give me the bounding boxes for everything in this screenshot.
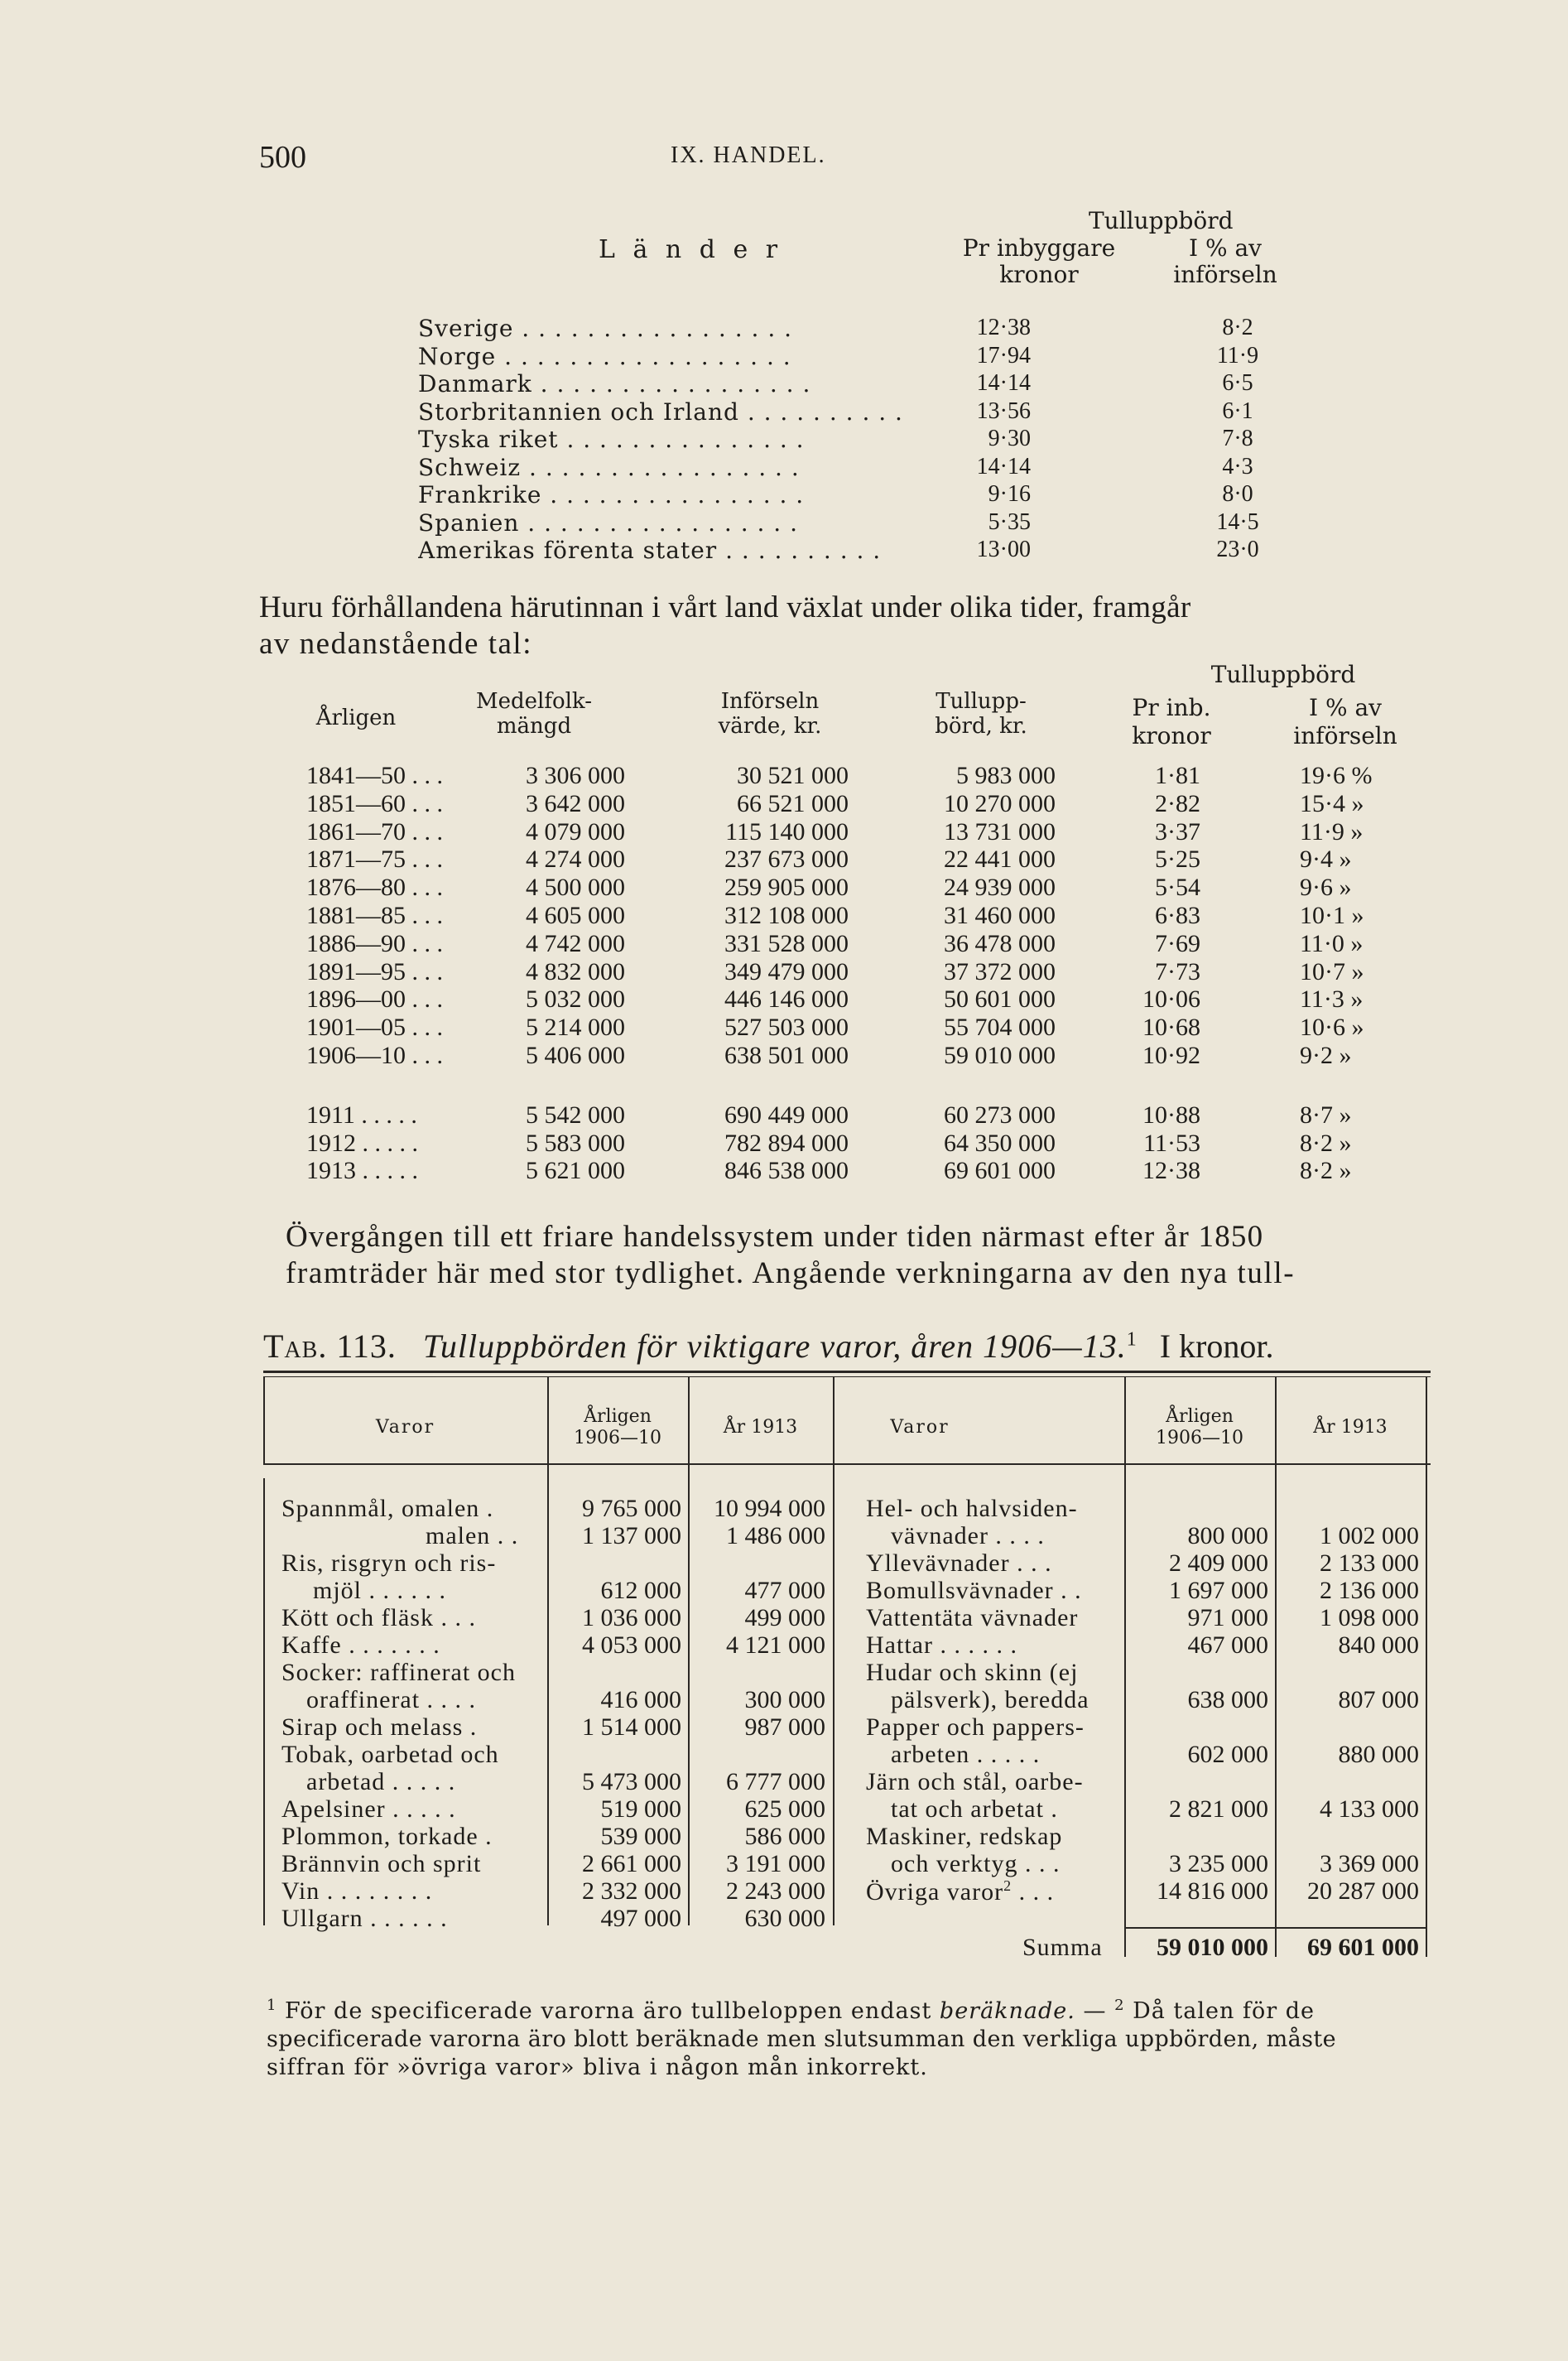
header-varor-left: Varor <box>375 1417 435 1438</box>
left-line: Socker: raffinerat och <box>281 1659 516 1686</box>
paragraph-transition-line1: Övergången till ett friare handelssystem under tiden närmast efter år 1850 <box>286 1220 1264 1254</box>
import-value: 259 905 000 <box>724 874 849 902</box>
right-arligen-value: 971 000 <box>1187 1604 1268 1631</box>
right-line: och verktyg . . . <box>891 1850 1061 1877</box>
country-name: Spanien . . . . . . . . . . . . . . . . . <box>418 508 799 537</box>
right-line: Hattar . . . . . . <box>866 1631 1017 1659</box>
header-arligen-left <box>547 1406 688 1449</box>
right-1913-value: 3 369 000 <box>1320 1850 1419 1877</box>
population: 3 306 000 <box>526 762 625 789</box>
right-arligen-value: 2 409 000 <box>1169 1549 1268 1577</box>
left-arligen-value: 2 332 000 <box>582 1877 681 1905</box>
right-arligen-value: 3 235 000 <box>1169 1850 1268 1877</box>
population: 3 642 000 <box>526 789 625 817</box>
left-1913-value: 586 000 <box>744 1823 825 1850</box>
import-value: 638 501 000 <box>724 1042 849 1069</box>
right-line: Bomullsvävnader . . <box>866 1577 1082 1604</box>
paragraph-transition-line2: framträder här med stor tydlighet. Angående verkningarna av den nya tull- <box>286 1256 1296 1290</box>
period: 1861—70 . . . <box>306 817 443 846</box>
percent-of-import: 9·2 » <box>1300 1042 1352 1069</box>
right-line: vävnader . . . . <box>891 1522 1045 1549</box>
tariff-revenue: 5 983 000 <box>956 762 1056 789</box>
import-value: 349 479 000 <box>724 957 849 985</box>
left-1913-value: 987 000 <box>744 1713 825 1741</box>
left-1913-value: 2 243 000 <box>726 1877 825 1905</box>
historical-row <box>306 902 1416 930</box>
col-pct-line2: införseln <box>1173 261 1277 288</box>
percent-of-import: 19·6 % <box>1300 762 1373 789</box>
tab113-title-text: Tulluppbörden för viktigare varor, åren 1906—13. <box>422 1327 1127 1365</box>
import-value: 527 503 000 <box>724 1014 849 1042</box>
left-1913-value: 6 777 000 <box>726 1768 825 1795</box>
left-arligen-value: 416 000 <box>600 1686 681 1713</box>
tab113-footnote-mark: 1 <box>1126 1328 1137 1351</box>
population: 4 832 000 <box>526 957 625 985</box>
left-line: Ris, risgryn och ris- <box>281 1549 497 1577</box>
right-line: Papper och pappers- <box>866 1713 1085 1741</box>
percent-value: 23·0 <box>1216 537 1259 562</box>
column-title-lander: L ä n d e r <box>599 235 783 264</box>
column-header-pct <box>1142 235 1308 288</box>
ovriga-dots: . . . <box>1018 1878 1055 1906</box>
per-inhabitant: 10·68 <box>1142 1014 1200 1042</box>
historical-row <box>306 1014 1416 1042</box>
period: 1911 . . . . . <box>306 1101 417 1129</box>
country-row <box>418 426 1329 454</box>
percent-value: 8·0 <box>1222 481 1253 507</box>
right-1913-value: 840 000 <box>1338 1631 1419 1659</box>
tariff-revenue: 69 601 000 <box>944 1157 1056 1185</box>
header-arligen-right-line1: Årligen <box>1166 1406 1234 1427</box>
per-capita-value: 13·56 <box>976 398 1031 424</box>
historical-row <box>306 958 1416 986</box>
historical-row <box>306 985 1416 1014</box>
footnote-text-c: Då talen för de <box>1133 1998 1315 2024</box>
tariff-revenue: 13 731 000 <box>944 817 1056 846</box>
percent-value: 14·5 <box>1216 508 1259 535</box>
left-1913-value: 3 191 000 <box>726 1850 825 1877</box>
population: 4 079 000 <box>526 817 625 846</box>
tariff-revenue: 36 478 000 <box>944 929 1056 957</box>
period: 1851—60 . . . <box>306 789 443 817</box>
left-1913-value: 499 000 <box>744 1604 825 1631</box>
period: 1913 . . . . . <box>306 1157 418 1185</box>
period: 1876—80 . . . <box>306 874 443 902</box>
country-name: Sverige . . . . . . . . . . . . . . . . . <box>418 315 793 342</box>
tariff-revenue: 60 273 000 <box>944 1101 1056 1129</box>
tariff-revenue: 10 270 000 <box>944 789 1056 817</box>
per-inhabitant: 1·81 <box>1155 762 1200 789</box>
left-line: Tobak, oarbetad och <box>281 1741 499 1768</box>
left-1913-value: 1 486 000 <box>726 1522 825 1549</box>
tab113-label: Tab. 113. <box>263 1327 397 1365</box>
right-1913-value: 880 000 <box>1338 1741 1419 1768</box>
left-arligen-value: 519 000 <box>600 1795 681 1823</box>
right-1913-value: 1 098 000 <box>1320 1604 1419 1631</box>
per-capita-value: 5·35 <box>988 508 1031 535</box>
right-line: Hel- och halvsiden- <box>866 1495 1078 1522</box>
population: 5 406 000 <box>526 1042 625 1069</box>
top-rule <box>263 1371 1431 1373</box>
header-prinb-line1: Pr inb. <box>1132 694 1211 721</box>
header-varor-right: Varor <box>890 1417 950 1438</box>
left-line: Spannmål, omalen . <box>281 1495 494 1522</box>
left-1913-value: 4 121 000 <box>726 1631 825 1659</box>
ovriga-label: Övriga varor <box>866 1878 1004 1906</box>
country-name: Schweiz . . . . . . . . . . . . . . . . . <box>418 453 800 481</box>
per-inhabitant: 3·37 <box>1155 817 1200 846</box>
per-inhabitant: 5·54 <box>1155 874 1200 902</box>
paragraph-intro <box>259 590 1435 663</box>
col-pr-line2: kronor <box>999 261 1079 288</box>
right-1913-value: 2 133 000 <box>1320 1549 1419 1577</box>
left-line: arbetad . . . . . <box>306 1768 456 1795</box>
percent-value: 6·1 <box>1222 398 1253 424</box>
population: 4 605 000 <box>526 902 625 929</box>
tab113-table <box>263 1371 1439 1983</box>
tariff-revenue: 55 704 000 <box>944 1014 1056 1042</box>
left-line: mjöl . . . . . . <box>313 1577 447 1604</box>
historical-row <box>306 874 1416 902</box>
top-rule-thin <box>263 1376 1431 1377</box>
header-tullupp-line2: börd, kr. <box>935 714 1027 739</box>
footnote-line1 <box>267 1992 1442 2026</box>
header-arligen: Årligen <box>315 706 397 730</box>
percent-of-import: 15·4 » <box>1300 789 1364 817</box>
right-arligen-value: 638 000 <box>1187 1686 1268 1713</box>
per-inhabitant: 2·82 <box>1155 789 1200 817</box>
population: 4 500 000 <box>526 874 625 902</box>
percent-value: 11·9 <box>1216 342 1259 369</box>
left-arligen-value: 2 661 000 <box>582 1850 681 1877</box>
country-row <box>418 315 1329 343</box>
percent-of-import: 8·2 » <box>1300 1129 1352 1157</box>
per-capita-value: 9·30 <box>988 426 1031 451</box>
running-head: IX. HANDEL. <box>671 142 826 168</box>
left-arligen-value: 497 000 <box>600 1905 681 1932</box>
summa-1913: 69 601 000 <box>1307 1934 1419 1961</box>
percent-of-import: 11·9 » <box>1300 817 1364 846</box>
group-header: Tulluppbörd <box>1210 661 1356 688</box>
col-pct-line1: I % av <box>1189 234 1262 262</box>
right-arligen-value: 800 000 <box>1187 1522 1268 1549</box>
period: 1871—75 . . . <box>306 846 443 874</box>
percent-value: 4·3 <box>1222 453 1253 479</box>
country-name: Danmark . . . . . . . . . . . . . . . . . <box>418 370 811 398</box>
population: 4 274 000 <box>526 846 625 874</box>
period: 1886—90 . . . <box>306 929 443 957</box>
left-1913-value: 10 994 000 <box>714 1495 825 1522</box>
historical-row <box>306 1130 1416 1158</box>
import-value: 690 449 000 <box>724 1101 849 1129</box>
left-arligen-value: 1 036 000 <box>582 1604 681 1631</box>
historical-row <box>306 1042 1416 1070</box>
left-line: Apelsiner . . . . . <box>281 1795 456 1823</box>
left-line: Vin . . . . . . . . <box>281 1877 433 1905</box>
population: 5 621 000 <box>526 1157 625 1185</box>
page-number: 500 <box>259 140 306 175</box>
left-line: Plommon, torkade . <box>281 1823 493 1850</box>
footnote-line3: siffran för »övriga varor» bliva i någon mån inkorrekt. <box>267 2055 928 2080</box>
header-pct <box>1267 694 1424 750</box>
left-arligen-value: 4 053 000 <box>582 1631 681 1659</box>
country-name: Norge . . . . . . . . . . . . . . . . . . <box>418 342 791 370</box>
tariff-revenue: 37 372 000 <box>944 957 1056 985</box>
per-inhabitant: 10·88 <box>1142 1101 1200 1129</box>
left-arligen-value: 539 000 <box>600 1823 681 1850</box>
left-line: Brännvin och sprit <box>281 1850 482 1877</box>
period: 1881—85 . . . <box>306 902 443 929</box>
footnote-dash: — <box>1083 1998 1107 2024</box>
header-arligen-left-line2: 1906—10 <box>574 1428 661 1448</box>
right-line-ovriga <box>866 1877 1054 1906</box>
percent-of-import: 10·1 » <box>1300 902 1364 929</box>
header-inforseln-line2: värde, kr. <box>718 714 822 739</box>
right-line: tat och arbetat . <box>891 1795 1058 1823</box>
tab113-title <box>263 1327 1439 1366</box>
left-line: Ullgarn . . . . . . <box>281 1905 448 1932</box>
historical-row <box>306 762 1416 790</box>
per-capita-value: 14·14 <box>976 453 1031 479</box>
country-name: Amerikas förenta stater . . . . . . . . . . <box>418 537 882 564</box>
percent-of-import: 9·4 » <box>1300 846 1352 874</box>
percent-of-import: 10·7 » <box>1300 957 1364 985</box>
rule-v2 <box>688 1377 690 1925</box>
header-prinb-line2: kronor <box>1132 722 1211 749</box>
left-line: Sirap och melass . <box>281 1713 478 1741</box>
period: 1891—95 . . . <box>306 957 443 985</box>
country-row <box>418 481 1329 509</box>
footnote-text-a: För de specificerade varorna äro tullbeloppen endast <box>285 1998 932 2024</box>
summa-rule <box>1124 1927 1427 1929</box>
summa-label: Summa <box>1022 1934 1103 1961</box>
percent-of-import: 8·2 » <box>1300 1157 1352 1185</box>
header-1913-left: År 1913 <box>723 1417 798 1438</box>
paragraph-transition <box>286 1219 1428 1292</box>
rule-v5 <box>1275 1377 1277 1957</box>
historical-row <box>306 1101 1416 1130</box>
per-inhabitant: 6·83 <box>1155 902 1200 929</box>
population: 5 032 000 <box>526 985 625 1014</box>
left-line: malen . . <box>426 1522 519 1549</box>
population: 5 214 000 <box>526 1014 625 1042</box>
percent-of-import: 9·6 » <box>1300 874 1352 902</box>
per-capita-value: 9·16 <box>988 481 1031 507</box>
country-name: Tyska riket . . . . . . . . . . . . . . . <box>418 426 805 453</box>
left-arligen-value: 612 000 <box>600 1577 681 1604</box>
percent-of-import: 8·7 » <box>1300 1101 1352 1129</box>
country-row <box>418 370 1329 398</box>
tariff-revenue: 22 441 000 <box>944 846 1056 874</box>
tariff-revenue: 50 601 000 <box>944 985 1056 1014</box>
right-arligen-value: 14 816 000 <box>1157 1877 1268 1905</box>
historical-row <box>306 846 1416 874</box>
import-value: 312 108 000 <box>724 902 849 929</box>
percent-of-import: 10·6 » <box>1300 1014 1364 1042</box>
population: 5 542 000 <box>526 1101 625 1129</box>
paragraph-intro-line1: Huru förhållandena härutinnan i vårt land växlat under olika tider, framgår <box>259 590 1191 624</box>
period: 1896—00 . . . <box>306 985 443 1014</box>
population: 4 742 000 <box>526 929 625 957</box>
import-value: 846 538 000 <box>724 1157 849 1185</box>
historical-row <box>306 790 1416 818</box>
tab113-unit: I kronor. <box>1159 1327 1274 1365</box>
footnote-mark-1: 1 <box>267 1997 277 2014</box>
ovriga-footnote-mark: 2 <box>1003 1877 1012 1894</box>
left-arligen-value: 1 514 000 <box>582 1713 681 1741</box>
import-value: 331 528 000 <box>724 929 849 957</box>
rule-v6 <box>1426 1377 1427 1957</box>
right-1913-value: 1 002 000 <box>1320 1522 1419 1549</box>
column-header-pr <box>931 235 1147 288</box>
country-row <box>418 398 1329 426</box>
country-row <box>418 454 1329 482</box>
right-line: Hudar och skinn (ej <box>866 1659 1079 1686</box>
tariff-revenue: 64 350 000 <box>944 1129 1056 1157</box>
left-arligen-value: 1 137 000 <box>582 1522 681 1549</box>
left-line: oraffinerat . . . . <box>306 1686 477 1713</box>
right-1913-value: 20 287 000 <box>1307 1877 1419 1905</box>
header-medelfolk <box>451 689 617 739</box>
header-pct-line1: I % av <box>1309 694 1382 721</box>
header-medelfolk-line1: Medelfolk- <box>475 689 593 714</box>
left-line: Kött och fläsk . . . <box>281 1604 476 1631</box>
per-inhabitant: 7·69 <box>1155 929 1200 957</box>
per-inhabitant: 12·38 <box>1142 1157 1200 1185</box>
header-arligen-right <box>1124 1406 1275 1449</box>
summa-arligen: 59 010 000 <box>1157 1934 1268 1961</box>
right-line: pälsverk), beredda <box>891 1686 1089 1713</box>
per-inhabitant: 5·25 <box>1155 846 1200 874</box>
left-arligen-value: 5 473 000 <box>582 1768 681 1795</box>
period: 1901—05 . . . <box>306 1014 443 1042</box>
footnote <box>267 1992 1442 2082</box>
right-arligen-value: 602 000 <box>1187 1741 1268 1768</box>
per-capita-value: 14·14 <box>976 370 1031 396</box>
rule-v0b <box>263 1478 265 1925</box>
per-inhabitant: 10·92 <box>1142 1042 1200 1069</box>
per-inhabitant: 10·06 <box>1142 985 1200 1014</box>
rule-v4 <box>1124 1377 1126 1957</box>
rule-v3 <box>833 1377 835 1925</box>
period: 1912 . . . . . <box>306 1129 418 1157</box>
country-row <box>418 343 1329 371</box>
country-row <box>418 537 1329 565</box>
right-line: Vattentäta vävnader <box>866 1604 1079 1631</box>
per-inhabitant: 7·73 <box>1155 957 1200 985</box>
right-1913-value: 807 000 <box>1338 1686 1419 1713</box>
period: 1841—50 . . . <box>306 762 443 789</box>
right-line: arbeten . . . . . <box>891 1741 1041 1768</box>
right-line: Maskiner, redskap <box>866 1823 1063 1850</box>
import-value: 782 894 000 <box>724 1129 849 1157</box>
paragraph-intro-line2: av nedanstående tal: <box>259 627 532 661</box>
per-inhabitant: 11·53 <box>1143 1129 1200 1157</box>
historical-row <box>306 818 1416 846</box>
header-tullupp <box>902 689 1060 739</box>
import-value: 30 521 000 <box>737 762 849 789</box>
header-pct-line2: införseln <box>1293 722 1397 749</box>
country-row <box>418 509 1329 537</box>
tariff-revenue: 31 460 000 <box>944 902 1056 929</box>
header-1913-right: År 1913 <box>1313 1417 1388 1438</box>
right-1913-value: 4 133 000 <box>1320 1795 1419 1823</box>
header-prinb <box>1101 694 1242 750</box>
rule-v1 <box>547 1377 549 1925</box>
left-1913-value: 477 000 <box>744 1577 825 1604</box>
header-tullupp-line1: Tullupp- <box>936 689 1027 714</box>
right-arligen-value: 2 821 000 <box>1169 1795 1268 1823</box>
group-header: Tulluppbörd <box>1089 207 1234 234</box>
header-medelfolk-line2: mängd <box>496 714 572 739</box>
header-arligen-left-line1: Årligen <box>584 1406 652 1427</box>
historical-table <box>306 654 1416 1217</box>
country-name: Storbritannien och Irland . . . . . . . . . . <box>418 398 903 426</box>
right-line: Järn och stål, oarbe- <box>866 1768 1084 1795</box>
import-value: 446 146 000 <box>724 985 849 1014</box>
right-arligen-value: 1 697 000 <box>1169 1577 1268 1604</box>
per-capita-value: 13·00 <box>976 537 1031 562</box>
historical-row <box>306 930 1416 958</box>
tariff-revenue: 59 010 000 <box>944 1042 1056 1069</box>
tariff-revenue: 24 939 000 <box>944 874 1056 902</box>
right-arligen-value: 467 000 <box>1187 1631 1268 1659</box>
percent-value: 6·5 <box>1222 370 1253 396</box>
percent-value: 7·8 <box>1222 426 1253 451</box>
col-pr-line1: Pr inbyggare <box>962 234 1116 262</box>
country-name: Frankrike . . . . . . . . . . . . . . . . <box>418 481 805 508</box>
footnote-italic: beräknade. <box>939 1998 1075 2024</box>
header-arligen-right-line2: 1906—10 <box>1156 1428 1243 1448</box>
right-1913-value: 2 136 000 <box>1320 1577 1419 1604</box>
left-arligen-value: 9 765 000 <box>582 1495 681 1522</box>
right-line: Yllevävnader . . . <box>866 1549 1052 1577</box>
historical-row <box>306 1157 1416 1185</box>
import-value: 237 673 000 <box>724 846 849 874</box>
percent-of-import: 11·0 » <box>1300 929 1364 957</box>
left-1913-value: 630 000 <box>744 1905 825 1932</box>
footnote-mark-2: 2 <box>1114 1997 1125 2014</box>
percent-value: 8·2 <box>1222 315 1253 340</box>
header-rule <box>263 1463 1431 1465</box>
population: 5 583 000 <box>526 1129 625 1157</box>
per-capita-value: 12·38 <box>976 315 1031 340</box>
left-line: Kaffe . . . . . . . <box>281 1631 440 1659</box>
country-tariff-table <box>418 192 1329 565</box>
per-capita-value: 17·94 <box>976 342 1031 369</box>
header-inforseln <box>687 689 853 739</box>
import-value: 66 521 000 <box>737 789 849 817</box>
footnote-line2: specificerade varorna äro blott beräknade men slutsumman den verkliga uppbörden, måste <box>267 2026 1336 2052</box>
left-1913-value: 300 000 <box>744 1686 825 1713</box>
period: 1906—10 . . . <box>306 1042 443 1069</box>
header-inforseln-line1: Införseln <box>720 689 820 714</box>
percent-of-import: 11·3 » <box>1300 985 1364 1014</box>
left-1913-value: 625 000 <box>744 1795 825 1823</box>
import-value: 115 140 000 <box>725 817 849 846</box>
